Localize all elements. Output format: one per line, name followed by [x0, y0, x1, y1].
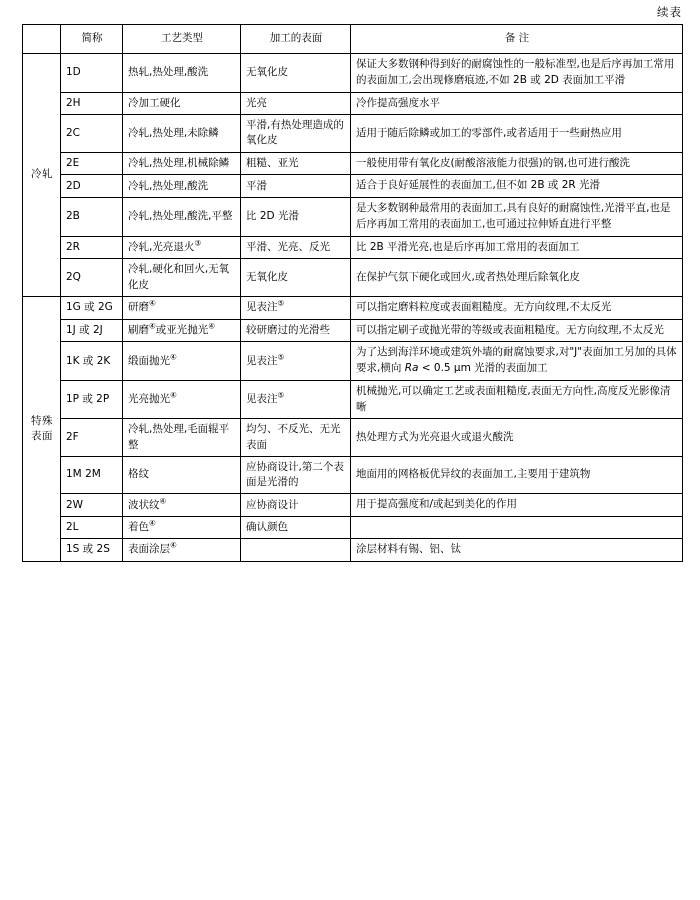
cell-note: 热处理方式为光亮退火或退火酸洗 [351, 419, 683, 456]
cell-process-type: 格纹 [123, 456, 241, 493]
cell-note: 地面用的网格板优异纹的表面加工,主要用于建筑物 [351, 456, 683, 493]
cell-abbreviation: 1S 或 2S [61, 539, 123, 562]
surface-finish-table [22, 24, 683, 562]
cell-process-type: 表面涂层④ [123, 539, 241, 562]
table-row [23, 419, 683, 456]
cell-note: 适用于随后除鳞或加工的零部件,或者适用于一些耐热应用 [351, 115, 683, 152]
cell-note: 在保护气氛下硬化或回火,或者热处理后除氧化皮 [351, 259, 683, 296]
cell-note: 是大多数钢种最常用的表面加工,具有良好的耐腐蚀性,光滑平直,也是后序再加工常用的表面加工,也可通过拉伸矫直进行平整 [351, 198, 683, 237]
cell-process-type: 冷轧,热处理,酸洗,平整 [123, 198, 241, 237]
cell-process-type: 冷轧,热处理,毛面辊平整 [123, 419, 241, 456]
cell-abbreviation: 2H [61, 92, 123, 115]
cell-note: 涂层材料有锡、铝、钛 [351, 539, 683, 562]
cell-process-type: 冷轧,硬化和回火,无氧化皮 [123, 259, 241, 296]
cell-machined-surface: 粗糙、亚光 [241, 152, 351, 175]
table-row [23, 296, 683, 319]
table-row [23, 92, 683, 115]
cell-process-type: 冷加工硬化 [123, 92, 241, 115]
header-cell-surface: 加工的表面 [241, 25, 351, 54]
cell-process-type: 缎面抛光④ [123, 342, 241, 381]
table-row [23, 517, 683, 539]
header-cell-group [23, 25, 61, 54]
table-header-row [23, 25, 683, 54]
cell-machined-surface: 应协商设计,第二个表面是光滑的 [241, 456, 351, 493]
group-label-cell: 冷轧 [23, 54, 61, 297]
table-row [23, 54, 683, 93]
cell-machined-surface: 比 2D 光滑 [241, 198, 351, 237]
cell-note: 机械抛光,可以确定工艺或表面粗糙度,表面无方向性,高度反光影像清晰 [351, 380, 683, 419]
cell-abbreviation: 2R [61, 236, 123, 259]
cell-machined-surface: 无氧化皮 [241, 54, 351, 93]
header-cell-abbr: 简称 [61, 25, 123, 54]
table-row [23, 259, 683, 296]
cell-abbreviation: 2L [61, 517, 123, 539]
cell-process-type: 冷轧,热处理,未除鳞 [123, 115, 241, 152]
cell-note [351, 517, 683, 539]
cell-note: 用于提高强度和/或起到美化的作用 [351, 494, 683, 517]
cell-abbreviation: 2C [61, 115, 123, 152]
cell-note: 为了达到海洋环境或建筑外墙的耐腐蚀要求,对"J"表面加工另加的具体要求,横向 Ra < 0.5 μm 光滑的表面加工 [351, 342, 683, 381]
cell-machined-surface: 平滑,有热处理造成的氧化皮 [241, 115, 351, 152]
cell-abbreviation: 1D [61, 54, 123, 93]
continued-table-label: 续表 [657, 5, 682, 19]
cell-process-type: 光亮抛光④ [123, 380, 241, 419]
table-row [23, 539, 683, 562]
table-row [23, 115, 683, 152]
cell-note: 保证大多数钢种得到好的耐腐蚀性的一般标准型,也是后序再加工常用的表面加工,会出现修磨痕迹,不如 2B 或 2D 表面加工平滑 [351, 54, 683, 93]
group-label-cell: 特殊 表面 [23, 296, 61, 561]
table-row [23, 236, 683, 259]
table-row [23, 494, 683, 517]
cell-process-type: 热轧,热处理,酸洗 [123, 54, 241, 93]
cell-process-type: 冷轧,光亮退火③ [123, 236, 241, 259]
table-row [23, 152, 683, 175]
header-cell-note: 备 注 [351, 25, 683, 54]
cell-abbreviation: 2B [61, 198, 123, 237]
cell-note: 一般使用带有氧化皮(耐酸溶液能力很强)的钢,也可进行酸洗 [351, 152, 683, 175]
table-body [23, 54, 683, 562]
table-row [23, 342, 683, 381]
cell-note: 可以指定刷子或抛光带的等级或表面粗糙度。无方向纹理,不太反光 [351, 319, 683, 342]
cell-machined-surface: 光亮 [241, 92, 351, 115]
cell-process-type: 冷轧,热处理,机械除鳞 [123, 152, 241, 175]
cell-process-type: 着色④ [123, 517, 241, 539]
cell-process-type: 研磨④ [123, 296, 241, 319]
cell-machined-surface: 较研磨过的光滑些 [241, 319, 351, 342]
cell-machined-surface: 见表注⑤ [241, 380, 351, 419]
cell-process-type: 刷磨④或亚光抛光④ [123, 319, 241, 342]
cell-note: 可以指定磨料粒度或表面粗糙度。无方向纹理,不太反光 [351, 296, 683, 319]
table-row [23, 380, 683, 419]
cell-machined-surface: 应协商设计 [241, 494, 351, 517]
cell-abbreviation: 2E [61, 152, 123, 175]
cell-machined-surface: 平滑、光亮、反光 [241, 236, 351, 259]
cell-machined-surface: 见表注⑤ [241, 342, 351, 381]
cell-abbreviation: 2Q [61, 259, 123, 296]
cell-note: 适合于良好延展性的表面加工,但不如 2B 或 2R 光滑 [351, 175, 683, 198]
cell-abbreviation: 2F [61, 419, 123, 456]
cell-abbreviation: 2W [61, 494, 123, 517]
cell-machined-surface: 无氧化皮 [241, 259, 351, 296]
cell-abbreviation: 2D [61, 175, 123, 198]
cell-machined-surface: 均匀、不反光、无光表面 [241, 419, 351, 456]
cell-machined-surface: 平滑 [241, 175, 351, 198]
cell-abbreviation: 1G 或 2G [61, 296, 123, 319]
cell-abbreviation: 1J 或 2J [61, 319, 123, 342]
table-row [23, 456, 683, 493]
table-row [23, 319, 683, 342]
cell-note: 比 2B 平滑光亮,也是后序再加工常用的表面加工 [351, 236, 683, 259]
table-row [23, 175, 683, 198]
header-cell-process: 工艺类型 [123, 25, 241, 54]
cell-machined-surface: 确认颜色 [241, 517, 351, 539]
cell-process-type: 波状纹④ [123, 494, 241, 517]
cell-machined-surface: 见表注⑤ [241, 296, 351, 319]
table-row [23, 198, 683, 237]
cell-abbreviation: 1M 2M [61, 456, 123, 493]
cell-process-type: 冷轧,热处理,酸洗 [123, 175, 241, 198]
cell-note: 冷作提高强度水平 [351, 92, 683, 115]
cell-abbreviation: 1K 或 2K [61, 342, 123, 381]
cell-machined-surface [241, 539, 351, 562]
cell-abbreviation: 1P 或 2P [61, 380, 123, 419]
